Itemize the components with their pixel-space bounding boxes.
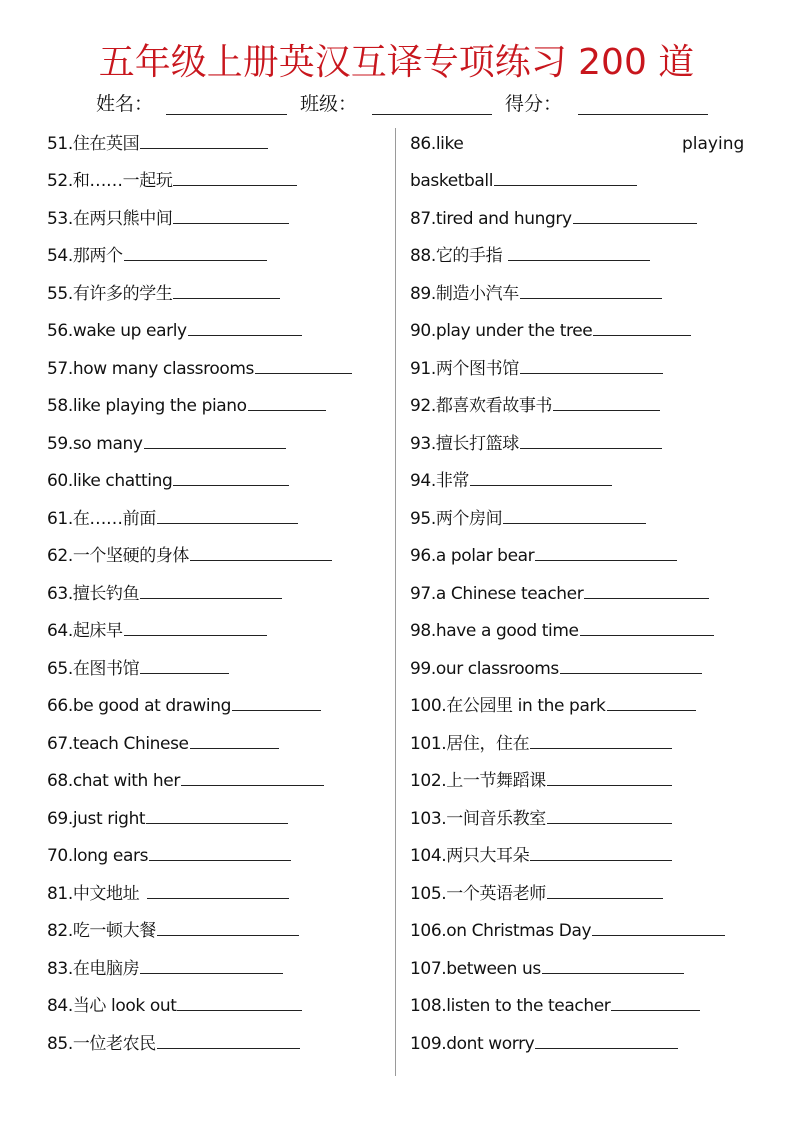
name-blank-field[interactable] [166, 114, 287, 115]
exercise-item [47, 317, 302, 345]
exercise-item [47, 992, 302, 1020]
answer-blank[interactable] [611, 1010, 700, 1011]
answer-blank[interactable] [547, 785, 672, 786]
exercise-item [47, 1030, 300, 1058]
exercise-prompt: 89.制造小汽车 [410, 284, 519, 304]
exercise-prompt: 52.和……一起玩 [47, 171, 173, 191]
exercise-prompt: 58.like playing the piano [47, 396, 247, 416]
exercise-prompt: 107.between us [410, 959, 541, 979]
score-label: 得分： [505, 93, 563, 115]
exercise-item [410, 205, 697, 233]
exercise-prompt: 96.a polar bear [410, 546, 535, 566]
exercise-prompt: 68.chat with her [47, 771, 180, 791]
answer-blank[interactable] [535, 560, 677, 561]
exercise-prompt: 59.so many [47, 434, 143, 454]
exercise-item [410, 1030, 678, 1058]
exercise-prompt: 100.在公园里 in the park [410, 696, 606, 716]
answer-blank[interactable] [232, 710, 321, 711]
exercise-prompt: 67.teach Chinese [47, 734, 189, 754]
answer-blank[interactable] [248, 410, 326, 411]
exercise-prompt: 87.tired and hungry [410, 209, 572, 229]
answer-blank[interactable] [157, 1048, 300, 1049]
answer-blank[interactable] [140, 973, 283, 974]
answer-blank[interactable] [140, 598, 282, 599]
exercise-item [410, 430, 662, 458]
exercise-prompt: 70.long ears [47, 846, 149, 866]
exercise-item [47, 767, 324, 795]
exercise-item [410, 692, 696, 720]
exercise-item [47, 467, 289, 495]
answer-blank[interactable] [181, 785, 324, 786]
answer-blank[interactable] [255, 373, 352, 374]
answer-blank[interactable] [149, 860, 291, 861]
exercise-item [47, 730, 279, 758]
exercise-prompt: 93.擅长打篮球 [410, 434, 519, 454]
answer-blank[interactable] [188, 335, 302, 336]
exercise-prompt: basketball [410, 171, 494, 191]
name-label: 姓名： [96, 93, 154, 115]
exercise-item [410, 392, 660, 420]
exercise-prompt: 69.just right [47, 809, 146, 829]
exercise-prompt: 56.wake up early [47, 321, 187, 341]
answer-blank[interactable] [147, 898, 289, 899]
answer-blank[interactable] [593, 335, 691, 336]
answer-blank[interactable] [190, 748, 279, 749]
exercise-item [410, 467, 612, 495]
exercise-item [410, 580, 709, 608]
exercise-prompt: 83.在电脑房 [47, 959, 140, 979]
exercise-prompt: 64.起床早 [47, 621, 123, 641]
exercise-item [47, 242, 267, 270]
answer-blank[interactable] [124, 260, 267, 261]
exercise-item [410, 917, 725, 945]
exercise-item [47, 580, 282, 608]
exercise-prompt: 95.两个房间 [410, 509, 503, 529]
exercise-item [410, 355, 663, 383]
exercise-item [47, 280, 280, 308]
answer-blank[interactable] [580, 635, 714, 636]
exercise-item [410, 880, 663, 908]
exercise-item [410, 242, 650, 270]
exercise-prompt: 97.a Chinese teacher [410, 584, 584, 604]
exercise-prompt: 62.一个坚硬的身体 [47, 546, 190, 566]
exercise-item [47, 205, 289, 233]
page-title: 五年级上册英汉互译专项练习 200 道 [98, 42, 695, 83]
answer-blank[interactable] [177, 1010, 302, 1011]
exercise-item [47, 805, 288, 833]
exercise-item [47, 167, 297, 195]
answer-blank[interactable] [584, 598, 709, 599]
exercise-item [410, 805, 672, 833]
exercise-item [410, 542, 677, 570]
exercise-prompt: 53.在两只熊中间 [47, 209, 173, 229]
exercise-item [47, 130, 268, 158]
exercise-prompt: 94.非常 [410, 471, 470, 491]
exercise-prompt: 63.擅长钓鱼 [47, 584, 140, 604]
score-blank-field[interactable] [578, 114, 708, 115]
exercise-prompt: 90.play under the tree [410, 321, 593, 341]
exercise-prompt: 98.have a good time [410, 621, 579, 641]
answer-blank[interactable] [520, 373, 663, 374]
answer-blank[interactable] [470, 485, 612, 486]
answer-blank[interactable] [560, 673, 702, 674]
answer-blank[interactable] [607, 710, 696, 711]
answer-blank[interactable] [173, 485, 289, 486]
exercise-prompt: 92.都喜欢看故事书 [410, 396, 553, 416]
answer-blank[interactable] [144, 448, 286, 449]
exercise-prompt: 57.how many classrooms [47, 359, 254, 379]
exercise-prompt: 84.当心 look out [47, 996, 177, 1016]
exercise-item [47, 542, 332, 570]
exercise-prompt: 51.住在英国 [47, 134, 140, 154]
exercise-item [410, 130, 463, 158]
answer-blank[interactable] [520, 448, 662, 449]
exercise-prompt: 108.listen to the teacher [410, 996, 611, 1016]
exercise-item [47, 430, 286, 458]
exercise-prompt: 82.吃一顿大餐 [47, 921, 156, 941]
exercise-item [410, 617, 714, 645]
answer-blank[interactable] [547, 898, 663, 899]
answer-blank[interactable] [494, 185, 637, 186]
class-label: 班级： [300, 93, 358, 115]
exercise-item-continued [410, 167, 637, 195]
exercise-item [47, 880, 289, 908]
exercise-prompt: 104.两只大耳朵 [410, 846, 530, 866]
answer-blank[interactable] [508, 260, 650, 261]
exercise-item [47, 355, 352, 383]
exercise-prompt: 103.一间音乐教室 [410, 809, 546, 829]
answer-blank[interactable] [124, 635, 267, 636]
exercise-item [410, 280, 662, 308]
exercise-prompt: 55.有许多的学生 [47, 284, 173, 304]
answer-blank[interactable] [592, 935, 725, 936]
answer-blank[interactable] [547, 823, 672, 824]
answer-blank[interactable] [140, 673, 229, 674]
answer-blank[interactable] [530, 860, 672, 861]
answer-blank[interactable] [535, 1048, 678, 1049]
exercise-prompt: 81.中文地址 [47, 884, 140, 904]
exercise-prompt: 109.dont worry [410, 1034, 535, 1054]
exercise-item [47, 842, 291, 870]
exercise-item [410, 842, 672, 870]
answer-blank[interactable] [503, 523, 646, 524]
exercise-prompt: 65.在图书馆 [47, 659, 140, 679]
exercise-item [47, 505, 298, 533]
exercise-item [410, 655, 702, 683]
exercise-prompt-wrapped-word: playing [682, 134, 745, 154]
exercise-prompt: 102.上一节舞蹈课 [410, 771, 546, 791]
exercise-item [47, 655, 229, 683]
column-divider [395, 128, 396, 1076]
answer-blank[interactable] [157, 935, 299, 936]
exercise-prompt: 54.那两个 [47, 246, 123, 266]
answer-blank[interactable] [530, 748, 672, 749]
exercise-prompt: 66.be good at drawing [47, 696, 231, 716]
answer-blank[interactable] [173, 223, 289, 224]
answer-blank[interactable] [140, 148, 268, 149]
exercise-prompt: 106.on Christmas Day [410, 921, 592, 941]
answer-blank[interactable] [173, 298, 280, 299]
answer-blank[interactable] [190, 560, 332, 561]
exercise-item [47, 617, 267, 645]
exercise-item [410, 505, 646, 533]
exercise-item [47, 392, 326, 420]
exercise-item [410, 955, 684, 983]
student-info-row [0, 90, 793, 120]
exercise-prompt: 61.在……前面 [47, 509, 156, 529]
exercise-prompt: 101.居住，住在 [410, 734, 530, 754]
exercise-prompt: 99.our classrooms [410, 659, 559, 679]
exercise-item [47, 917, 299, 945]
exercise-prompt: 85.一位老农民 [47, 1034, 156, 1054]
class-blank-field[interactable] [372, 114, 492, 115]
answer-blank[interactable] [173, 185, 297, 186]
exercise-item [410, 730, 672, 758]
exercise-prompt: 86.like [410, 134, 464, 154]
exercise-prompt: 91.两个图书馆 [410, 359, 519, 379]
answer-blank[interactable] [542, 973, 684, 974]
exercise-item [410, 992, 700, 1020]
answer-blank[interactable] [157, 523, 298, 524]
exercise-item [47, 955, 283, 983]
exercise-prompt: 60.like chatting [47, 471, 173, 491]
exercise-item [47, 692, 321, 720]
answer-blank[interactable] [146, 823, 288, 824]
answer-blank[interactable] [573, 223, 697, 224]
exercise-prompt: 88.它的手指 [410, 246, 503, 266]
answer-blank[interactable] [520, 298, 662, 299]
answer-blank[interactable] [553, 410, 660, 411]
exercise-prompt: 105.一个英语老师 [410, 884, 546, 904]
exercise-item [410, 767, 672, 795]
exercise-item [410, 317, 691, 345]
